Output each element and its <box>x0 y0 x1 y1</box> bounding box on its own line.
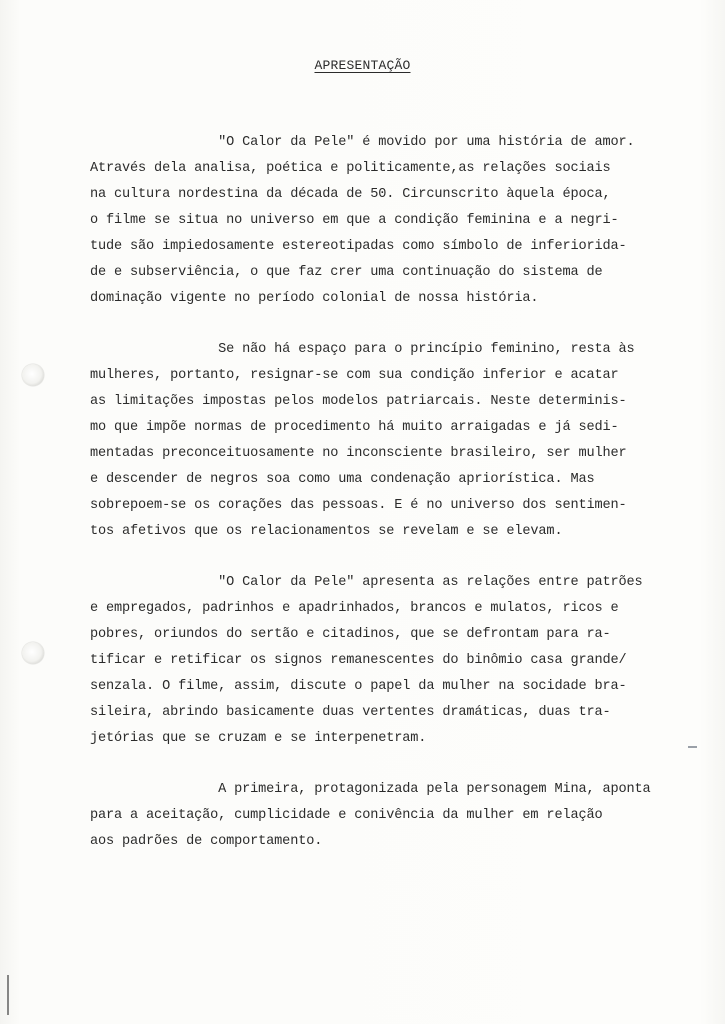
text-line: o filme se situa no universo em que a condição feminina e a negri- <box>90 213 619 228</box>
text-line: tos afetivos que os relacionamentos se revelam e se elevam. <box>90 524 563 539</box>
text-line: as limitações impostas pelos modelos patriarcais. Neste determinis- <box>90 394 627 409</box>
text-line: Através dela analisa, poética e politicamente,as relações sociais <box>90 161 611 176</box>
stray-mark <box>688 746 697 748</box>
text-line: e descender de negros soa como uma condenação apriorística. Mas <box>90 472 595 487</box>
text-line: mo que impõe normas de procedimento há muito arraigadas e já sedi- <box>90 420 619 435</box>
text-line: tude são impiedosamente estereotipadas como símbolo de inferiorida- <box>90 239 627 254</box>
text-line: pobres, oriundos do sertão e citadinos, que se defrontam para ra- <box>90 627 611 642</box>
text-line: sileira, abrindo basicamente duas vertentes dramáticas, duas tra- <box>90 705 611 720</box>
text-line: na cultura nordestina da década de 50. Circunscrito àquela época, <box>90 187 611 202</box>
text-line: dominação vigente no período colonial de nossa história. <box>90 291 539 306</box>
punch-hole-lower <box>22 642 44 664</box>
punch-hole-upper <box>22 364 44 386</box>
text-line: senzala. O filme, assim, discute o papel da mulher na socidade bra- <box>90 679 627 694</box>
text-line: para a aceitação, cumplicidade e conivência da mulher em relação <box>90 808 603 823</box>
text-line: de e subserviência, o que faz crer uma continuação do sistema de <box>90 265 603 280</box>
text-line: e empregados, padrinhos e apadrinhados, brancos e mulatos, ricos e <box>90 601 619 616</box>
text-line: jetórias que se cruzam e se interpenetram. <box>90 731 427 746</box>
document-title: APRESENTAÇÃO <box>314 58 411 73</box>
text-line: tificar e retificar os signos remanescentes do binômio casa grande/ <box>90 653 627 668</box>
text-line: "O Calor da Pele" apresenta as relações entre patrões <box>90 575 643 590</box>
text-line: Se não há espaço para o princípio feminino, resta às <box>90 342 635 357</box>
text-line: mentadas preconceituosamente no inconsciente brasileiro, ser mulher <box>90 446 627 461</box>
text-line: sobrepoem-se os corações das pessoas. E é no universo dos sentimen- <box>90 498 627 513</box>
page-edge-mark <box>7 975 9 1015</box>
text-line: A primeira, protagonizada pela personagem Mina, aponta <box>90 782 651 797</box>
text-line: "O Calor da Pele" é movido por uma história de amor. <box>90 135 635 150</box>
text-line: mulheres, portanto, resignar-se com sua condição inferior e acatar <box>90 368 619 383</box>
text-line: aos padrões de comportamento. <box>90 834 323 849</box>
